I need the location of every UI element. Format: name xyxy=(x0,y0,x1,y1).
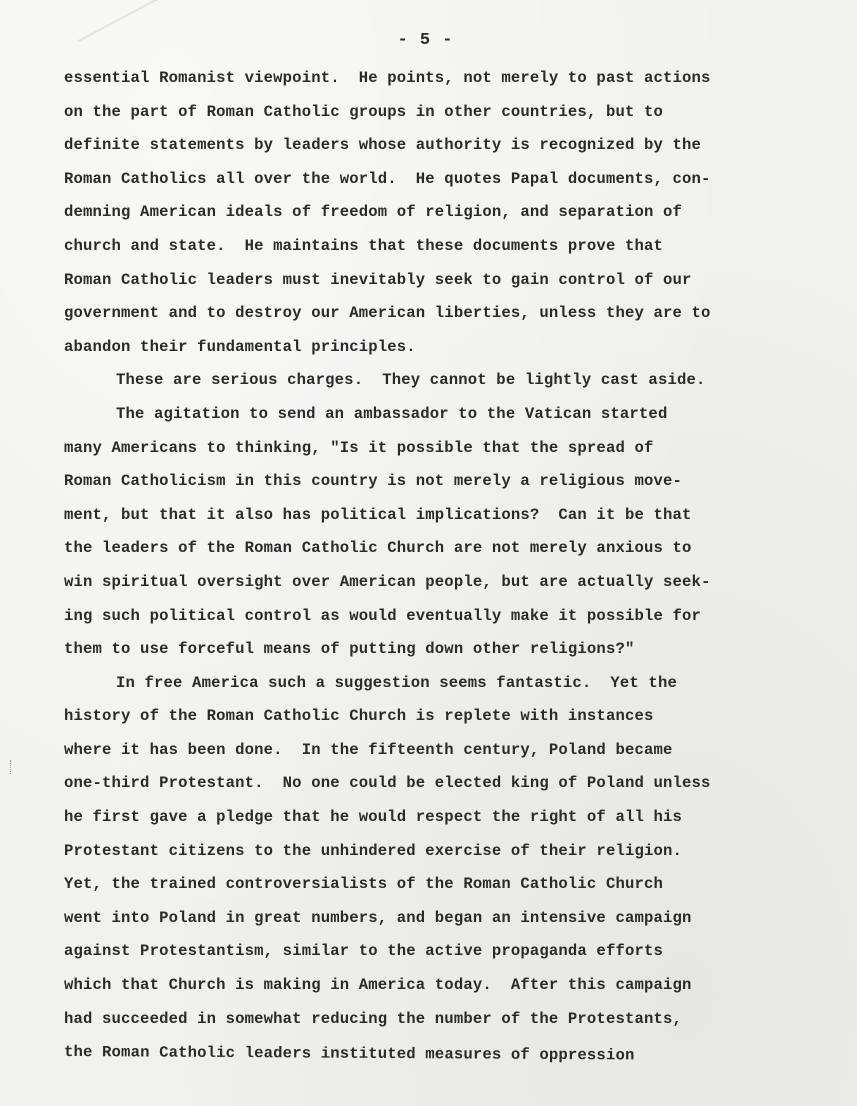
text-line: Roman Catholicism in this country is not merely a religious move- xyxy=(64,472,683,491)
page-number-text: - 5 - xyxy=(397,31,454,50)
text-line: had succeeded in somewhat reducing the number of the Protestants, xyxy=(64,1009,683,1028)
text-line: Protestant citizens to the unhindered exercise of their religion. xyxy=(64,841,683,860)
text-line: abandon their fundamental principles. xyxy=(64,337,416,356)
text-line: government and to destroy our American liberties, unless they are to xyxy=(64,304,711,323)
text-line: Yet, the trained controversialists of the Roman Catholic Church xyxy=(64,875,663,894)
text-line: one-third Protestant. No one could be elected king of Poland unless xyxy=(64,774,711,793)
text-line: Roman Catholic leaders must inevitably seek to gain control of our xyxy=(64,270,692,289)
text-line: demning American ideals of freedom of religion, and separation of xyxy=(64,203,683,222)
text-line: on the part of Roman Catholic groups in other countries, but to xyxy=(64,102,663,121)
paragraph-start-line: In free America such a suggestion seems fantastic. Yet the xyxy=(116,673,677,692)
text-line: the leaders of the Roman Catholic Church are not merely anxious to xyxy=(64,539,692,558)
page-number xyxy=(0,31,857,50)
text-line: ment, but that it also has political implications? Can it be that xyxy=(64,505,692,524)
text-line: church and state. He maintains that these documents prove that xyxy=(64,236,663,255)
text-line: against Protestantism, similar to the active propaganda efforts xyxy=(64,942,663,961)
text-line: them to use forceful means of putting down other religions?" xyxy=(64,640,635,659)
text-line: win spiritual oversight over American people, but are actually seek- xyxy=(64,572,711,591)
margin-mark xyxy=(10,760,14,774)
text-line: definite statements by leaders whose authority is recognized by the xyxy=(64,136,702,155)
text-line: essential Romanist viewpoint. He points, not merely to past actions xyxy=(64,69,711,87)
paragraph-start-line: These are serious charges. They cannot be lightly cast aside. xyxy=(116,371,706,390)
text-line: which that Church is making in America today. After this campaign xyxy=(64,976,692,995)
text-line: history of the Roman Catholic Church is replete with instances xyxy=(64,707,654,726)
typed-body-text xyxy=(64,67,804,1075)
text-line: the Roman Catholic leaders instituted measures of oppression xyxy=(63,1043,635,1065)
text-line: where it has been done. In the fifteenth century, Poland became xyxy=(64,740,673,759)
text-line: many Americans to thinking, "Is it possible that the spread of xyxy=(64,438,654,457)
text-line: went into Poland in great numbers, and began an intensive campaign xyxy=(64,908,692,927)
text-line: Roman Catholics all over the world. He quotes Papal documents, con- xyxy=(64,169,711,188)
text-line: he first gave a pledge that he would respect the right of all his xyxy=(64,808,683,827)
text-line: ing such political control as would eventually make it possible for xyxy=(64,606,702,625)
paragraph-start-line: The agitation to send an ambassador to the Vatican started xyxy=(116,404,668,423)
